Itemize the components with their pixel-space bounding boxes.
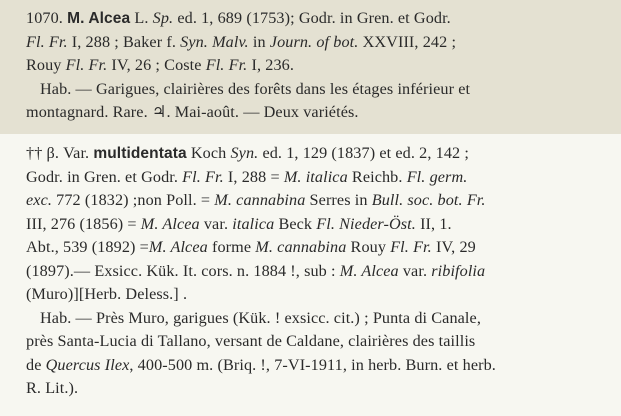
text-line: [26, 142, 607, 166]
text-line: [26, 7, 607, 31]
italic-text: Journ. of bot.: [269, 32, 359, 51]
text-segment: forme: [207, 238, 256, 256]
text-segment: ed. 1, 689 (1753); Godr. in Gren. et Godr.: [173, 9, 451, 27]
text-segment: Reichb.: [347, 167, 407, 186]
text-segment: var.: [199, 214, 233, 233]
italic-text: Bull. soc. bot. Fr.: [371, 191, 486, 209]
italic-text: exc.: [26, 191, 53, 209]
text-line: [26, 260, 607, 284]
text-line: [26, 283, 607, 307]
taxon-name: multidentata: [93, 145, 187, 162]
text-segment: Godr. in Gren. et Godr.: [26, 167, 183, 186]
italic-text: M. italica: [283, 167, 348, 186]
text-segment: 1070.: [26, 9, 68, 27]
italic-text: Quercus Ilex: [45, 355, 130, 374]
italic-text: ribifolia: [431, 261, 486, 280]
text-segment: [Herb. Deless.] .: [78, 285, 188, 303]
text-segment: XXVIII, 242 ;: [358, 32, 457, 51]
taxon-name: M. Alcea: [67, 10, 131, 27]
text-line: [26, 31, 607, 55]
habitat-line: [26, 377, 607, 401]
text-segment: Rouy: [26, 56, 66, 74]
habitat-line: [26, 354, 607, 378]
italic-text: Fl. Fr.: [205, 56, 248, 74]
italic-text: Sp.: [152, 9, 174, 27]
text-segment: Hab. — Près Muro, garigues (Kük. ! exsicc. cit.) ; Punta di Canale,: [40, 308, 481, 327]
text-segment: montagnard. Rare. ♃. Mai-août. — Deux variétés.: [26, 103, 359, 121]
text-segment: III, 276 (1856) =: [26, 214, 141, 233]
text-segment: (1897).— Exsicc. Kük. It. cors. n. 1884 !, sub :: [26, 261, 340, 280]
italic-text: Fl. Nieder-Öst.: [316, 214, 416, 233]
italic-text: Fl. Fr.: [26, 32, 68, 51]
italic-text: italica: [232, 214, 275, 233]
text-segment: Abt., 539 (1892) =: [26, 238, 149, 256]
text-segment: (Muro): [26, 285, 74, 303]
text-segment: I, 236.: [247, 56, 294, 74]
text-segment: Beck: [274, 214, 317, 233]
italic-text: M. cannabina: [214, 191, 306, 209]
variety-beta-entry: [0, 134, 621, 416]
italic-text: Fl. Fr.: [390, 238, 432, 256]
text-line: [26, 189, 607, 213]
text-segment: Koch: [186, 144, 231, 162]
text-segment: II, 1.: [415, 214, 452, 233]
text-segment: , 400-500 m. (Briq. !, 7-VI-1911, in herb. Burn. et herb.: [129, 355, 496, 374]
italic-text: Fl. Fr.: [65, 56, 108, 74]
text-segment: ed. 1, 129 (1837) et ed. 2, 142 ;: [258, 144, 469, 162]
text-line: [26, 166, 607, 190]
text-segment: Hab. — Garigues, clairières des forêts dans les étages inférieur et: [40, 79, 471, 98]
habitat-line: [26, 307, 607, 331]
text-segment: 772 (1832) ;non Poll. =: [52, 191, 215, 209]
text-segment: L.: [130, 9, 153, 27]
habitat-line: [26, 101, 607, 125]
text-segment: Rouy: [346, 238, 391, 256]
text-segment: de: [26, 355, 46, 374]
habitat-line: [26, 78, 607, 102]
italic-text: M. Alcea: [339, 261, 399, 280]
italic-text: M. Alcea: [140, 214, 200, 233]
text-segment: IV, 29: [431, 238, 476, 256]
italic-text: Syn.: [230, 144, 259, 162]
text-segment: in: [248, 32, 270, 51]
species-entry-1070: [0, 0, 621, 134]
text-segment: Serres in: [305, 191, 372, 209]
habitat-line: [26, 330, 607, 354]
text-segment: †† β. Var.: [26, 144, 94, 162]
text-line: [26, 213, 607, 237]
text-line: [26, 54, 607, 78]
text-segment: var.: [398, 261, 432, 280]
text-segment: I, 288 =: [223, 167, 284, 186]
text-segment: près Santa-Lucia di Tallano, versant de Caldane, clairières des taillis: [26, 332, 476, 350]
text-segment: I, 288 ; Baker f.: [67, 32, 181, 51]
italic-text: M. Alcea: [148, 238, 208, 256]
text-line: [26, 236, 607, 260]
italic-text: Fl. germ.: [406, 167, 468, 186]
text-segment: ]: [73, 285, 79, 303]
text-segment: IV, 26 ; Coste: [107, 56, 206, 74]
text-segment: R. Lit.).: [26, 379, 79, 397]
italic-text: Syn. Malv.: [180, 32, 249, 51]
italic-text: Fl. Fr.: [182, 167, 224, 186]
italic-text: M. cannabina: [255, 238, 347, 256]
